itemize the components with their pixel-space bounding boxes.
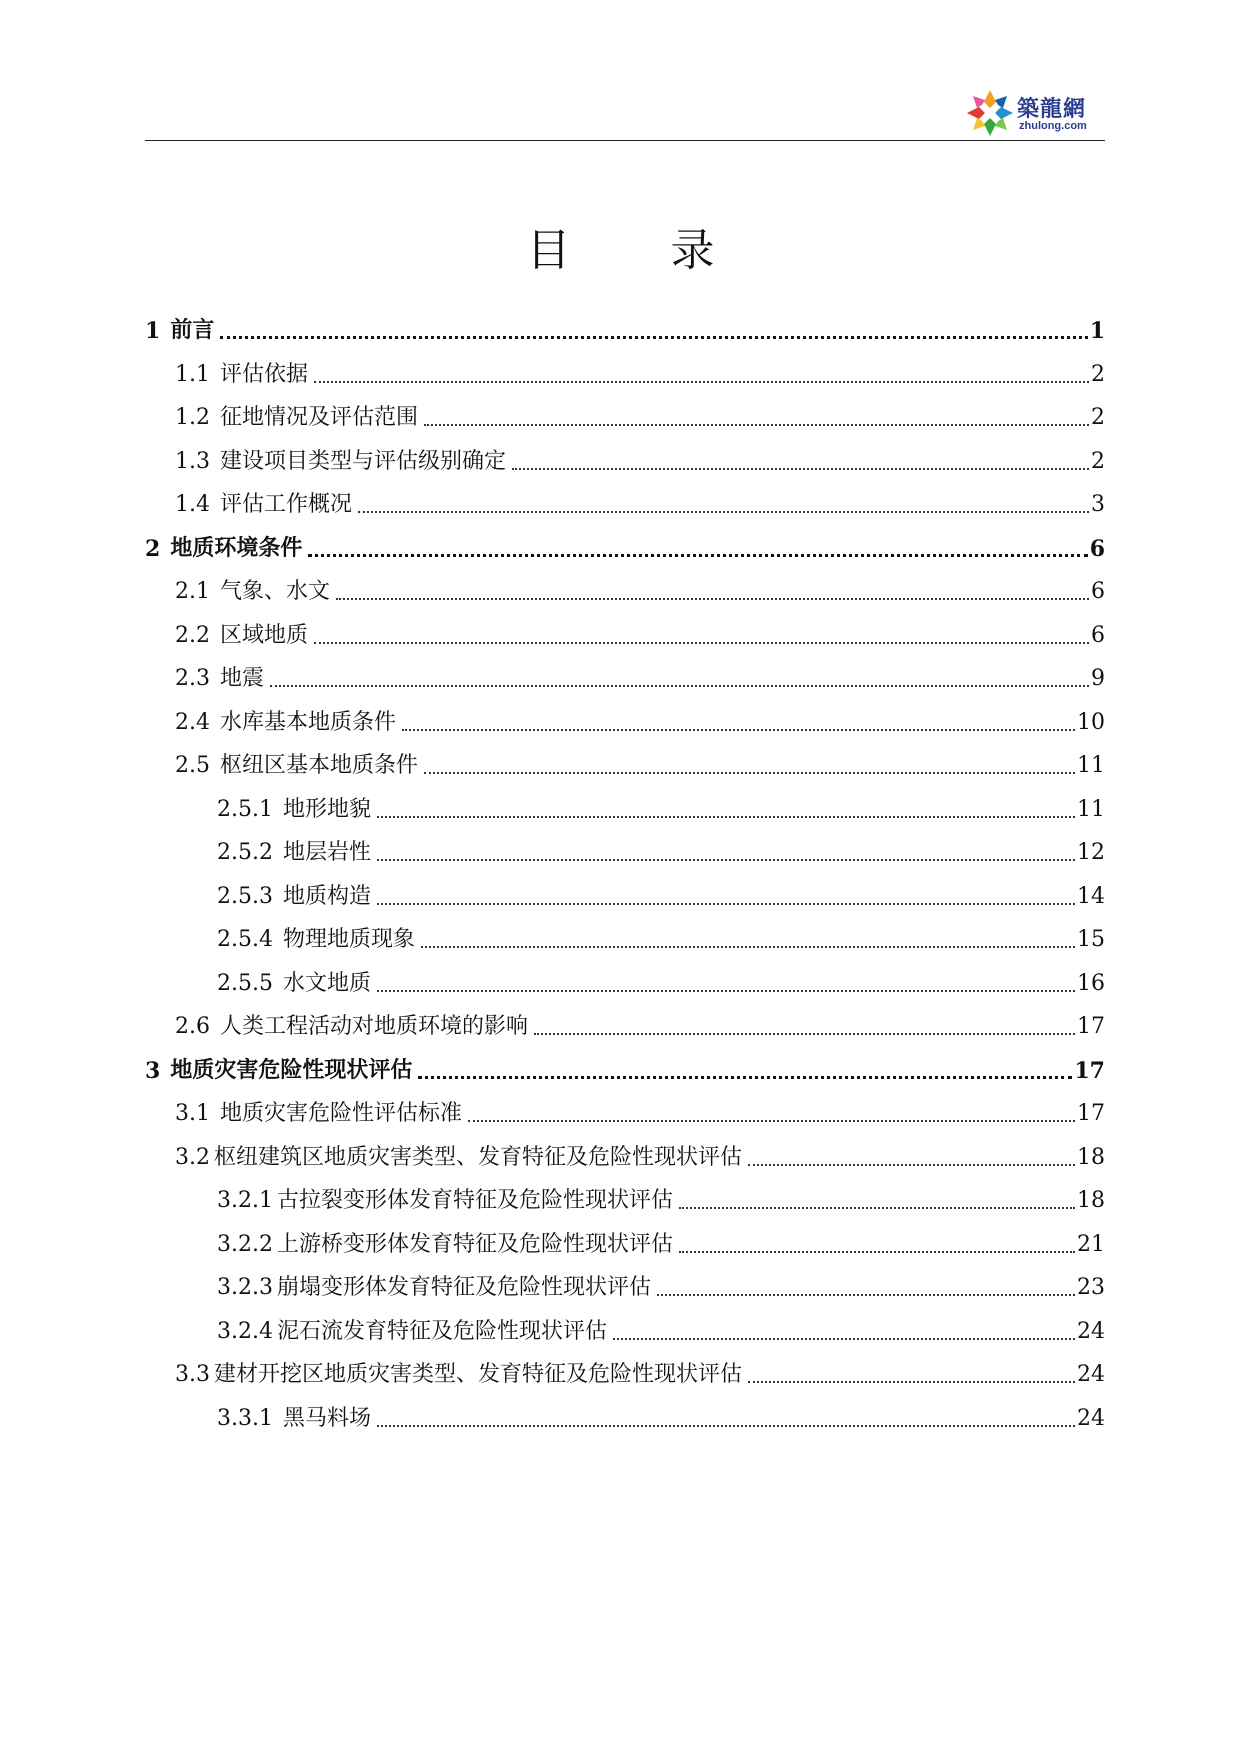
logo-site-url: zhulong.com (1019, 120, 1087, 132)
toc-entry-page: 17 (1077, 1101, 1105, 1126)
toc-entry-number: 2.5.1 (217, 797, 273, 822)
header-divider (145, 140, 1105, 141)
toc-dot-leader (358, 510, 1089, 513)
toc-entry[interactable] (145, 532, 1105, 564)
toc-entry-number: 3.2.3 (217, 1275, 273, 1300)
toc-entry-number: 1.1 (175, 362, 210, 387)
toc-entry[interactable] (145, 401, 1105, 433)
toc-entry-page: 24 (1077, 1362, 1105, 1387)
toc-dot-leader (308, 553, 1087, 557)
toc-entry-page: 16 (1077, 971, 1105, 996)
toc-dot-leader (424, 423, 1089, 426)
toc-dot-leader (534, 1032, 1075, 1035)
toc-entry-number: 2.2 (175, 623, 210, 648)
toc-entry-number: 1 (145, 318, 161, 344)
zhulong-logo-icon (965, 88, 1015, 138)
toc-entry-number: 2.4 (175, 710, 210, 735)
page-title (0, 214, 1241, 278)
toc-entry-title: 泥石流发育特征及危险性现状评估 (276, 1319, 607, 1344)
toc-dot-leader (679, 1250, 1075, 1253)
toc-entry[interactable] (145, 1358, 1105, 1390)
toc-entry[interactable] (145, 880, 1105, 912)
toc-entry[interactable] (145, 314, 1105, 346)
toc-entry-title: 地质灾害危险性评估标准 (220, 1101, 463, 1126)
toc-entry[interactable] (145, 749, 1105, 781)
toc-entry-title: 水文地质 (282, 971, 371, 996)
toc-entry-title: 地震 (220, 666, 265, 691)
toc-entry[interactable] (145, 445, 1105, 477)
toc-entry-title: 枢纽建筑区地质灾害类型、发育特征及危险性现状评估 (214, 1145, 743, 1170)
toc-entry-number: 2.5 (175, 753, 210, 778)
toc-entry[interactable] (145, 358, 1105, 390)
toc-entry-page: 15 (1077, 927, 1105, 952)
toc-entry-page: 11 (1077, 753, 1105, 778)
toc-entry-title: 崩塌变形体发育特征及危险性现状评估 (276, 1275, 651, 1300)
toc-dot-leader (657, 1293, 1075, 1296)
toc-entry-page: 18 (1077, 1188, 1105, 1213)
toc-entry-page: 1 (1089, 318, 1105, 344)
toc-dot-leader (270, 684, 1089, 687)
toc-entry-page: 21 (1077, 1232, 1105, 1257)
toc-entry[interactable] (145, 1010, 1105, 1042)
toc-entry-title: 人类工程活动对地质环境的影响 (220, 1014, 529, 1039)
toc-entry-number: 2 (145, 536, 161, 562)
toc-entry-title: 征地情况及评估范围 (220, 405, 419, 430)
logo-chinese-name: 築龍網 (1017, 97, 1087, 122)
toc-entry-page: 24 (1077, 1406, 1105, 1431)
toc-entry[interactable] (145, 1141, 1105, 1173)
toc-entry[interactable] (145, 619, 1105, 651)
toc-dot-leader (220, 335, 1087, 339)
toc-entry[interactable] (145, 1184, 1105, 1216)
toc-entry-number: 2.6 (175, 1014, 210, 1039)
toc-dot-leader (421, 945, 1075, 948)
toc-dot-leader (377, 902, 1075, 905)
toc-entry-page: 3 (1091, 492, 1105, 517)
toc-entry[interactable] (145, 575, 1105, 607)
toc-entry[interactable] (145, 488, 1105, 520)
toc-entry-title: 地质构造 (282, 884, 371, 909)
toc-entry-title: 水库基本地质条件 (220, 710, 397, 735)
toc-entry-title: 黑马料场 (282, 1406, 371, 1431)
toc-dot-leader (679, 1206, 1075, 1209)
toc-entry-page: 18 (1077, 1145, 1105, 1170)
toc-entry-page: 6 (1089, 536, 1105, 562)
toc-dot-leader (512, 467, 1089, 470)
toc-entry-number: 3 (145, 1058, 161, 1084)
toc-entry-page: 24 (1077, 1319, 1105, 1344)
toc-entry-title: 地形地貌 (282, 797, 371, 822)
toc-dot-leader (377, 858, 1075, 861)
toc-entry[interactable] (145, 1054, 1105, 1086)
toc-entry-number: 2.1 (175, 579, 210, 604)
toc-entry-number: 3.2.4 (217, 1319, 273, 1344)
toc-dot-leader (424, 771, 1075, 774)
toc-entry-page: 23 (1077, 1275, 1105, 1300)
toc-dot-leader (336, 597, 1089, 600)
toc-entry[interactable] (145, 706, 1105, 738)
toc-entry[interactable] (145, 1228, 1105, 1260)
toc-dot-leader (613, 1337, 1075, 1340)
toc-entry[interactable] (145, 923, 1105, 955)
toc-dot-leader (402, 728, 1075, 731)
toc-entry-title: 评估依据 (220, 362, 309, 387)
toc-entry-title: 前言 (170, 318, 215, 343)
toc-entry-number: 2.5.2 (217, 840, 273, 865)
toc-dot-leader (314, 641, 1089, 644)
toc-entry-page: 6 (1091, 623, 1105, 648)
toc-entry-title: 地层岩性 (282, 840, 371, 865)
toc-dot-leader (377, 1424, 1075, 1427)
toc-entry[interactable] (145, 793, 1105, 825)
toc-entry-number: 3.2 (175, 1145, 210, 1170)
toc-entry-page: 17 (1077, 1014, 1105, 1039)
toc-entry-number: 1.3 (175, 449, 210, 474)
toc-dot-leader (748, 1163, 1075, 1166)
toc-entry[interactable] (145, 836, 1105, 868)
toc-entry-page: 17 (1074, 1058, 1105, 1084)
toc-entry[interactable] (145, 1097, 1105, 1129)
toc-entry-title: 建设项目类型与评估级别确定 (220, 449, 507, 474)
toc-entry-title: 古拉裂变形体发育特征及危险性现状评估 (276, 1188, 673, 1213)
toc-dot-leader (418, 1075, 1072, 1079)
toc-entry-number: 1.4 (175, 492, 210, 517)
title-char: 录 (670, 225, 715, 276)
toc-entry[interactable] (145, 662, 1105, 694)
toc-entry[interactable] (145, 967, 1105, 999)
toc-entry[interactable] (145, 1271, 1105, 1303)
toc-entry-page: 14 (1077, 884, 1105, 909)
toc-entry-page: 9 (1091, 666, 1105, 691)
toc-entry-page: 6 (1091, 579, 1105, 604)
toc-entry-title: 区域地质 (220, 623, 309, 648)
toc-entry-page: 11 (1077, 797, 1105, 822)
toc-entry-number: 3.3.1 (217, 1406, 273, 1431)
toc-dot-leader (314, 380, 1089, 383)
toc-entry-title: 建材开挖区地质灾害类型、发育特征及危险性现状评估 (214, 1362, 743, 1387)
toc-entry-title: 枢纽区基本地质条件 (220, 753, 419, 778)
toc-entry-title: 地质灾害危险性现状评估 (170, 1058, 413, 1083)
toc-entry-page: 10 (1077, 710, 1105, 735)
toc-entry-number: 3.1 (175, 1101, 210, 1126)
toc-dot-leader (377, 989, 1075, 992)
toc-dot-leader (468, 1119, 1075, 1122)
toc-entry-number: 2.5.5 (217, 971, 273, 996)
toc-entry-number: 2.3 (175, 666, 210, 691)
toc-entry-number: 2.5.3 (217, 884, 273, 909)
toc-entry-title: 上游桥变形体发育特征及危险性现状评估 (276, 1232, 673, 1257)
toc-entry-number: 3.2.2 (217, 1232, 273, 1257)
site-logo (965, 86, 1105, 138)
toc-entry-title: 物理地质现象 (282, 927, 415, 952)
toc-entry-page: 2 (1091, 362, 1105, 387)
toc-entry[interactable] (145, 1402, 1105, 1434)
toc-entry-number: 3.3 (175, 1362, 210, 1387)
toc-entry-number: 3.2.1 (217, 1188, 273, 1213)
toc-dot-leader (748, 1380, 1075, 1383)
toc-entry-page: 12 (1077, 840, 1105, 865)
toc-entry-page: 2 (1091, 405, 1105, 430)
toc-entry-number: 1.2 (175, 405, 210, 430)
toc-entry-title: 评估工作概况 (220, 492, 353, 517)
toc-entry-title: 气象、水文 (220, 579, 331, 604)
toc-entry-number: 2.5.4 (217, 927, 273, 952)
title-char: 目 (526, 225, 571, 276)
toc-entry-title: 地质环境条件 (170, 536, 303, 561)
toc-dot-leader (377, 815, 1075, 818)
toc-entry[interactable] (145, 1315, 1105, 1347)
toc-entry-page: 2 (1091, 449, 1105, 474)
